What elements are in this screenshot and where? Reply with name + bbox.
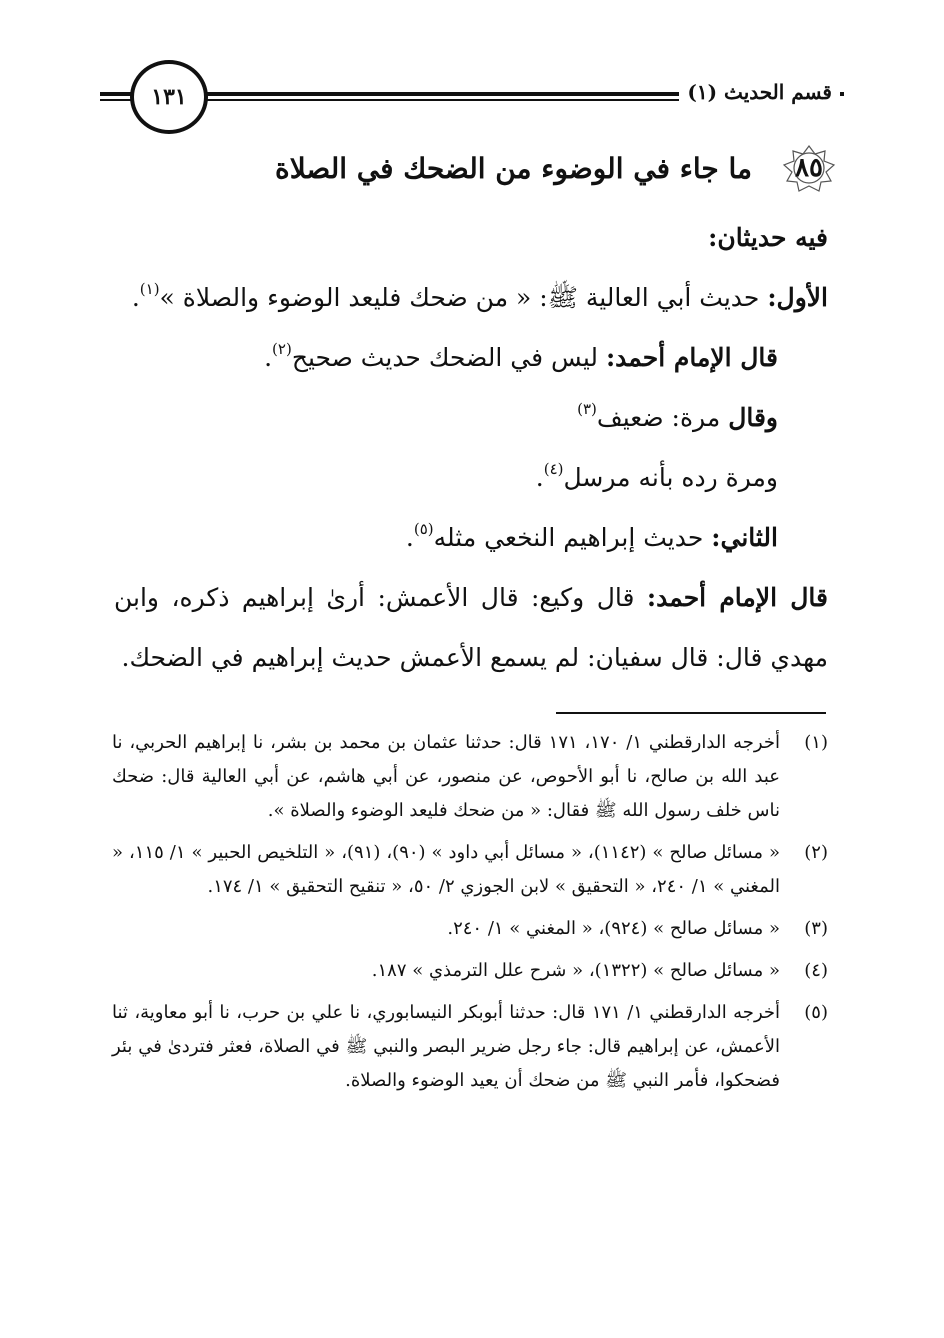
second-hadith: الثاني: حديث إبراهيم النخعي مثله$^{(٥)}$.	[405, 520, 778, 552]
footnote-text: « مسائل صالح » (١٣٢٢)، « شرح علل الترمذي » ١٨٧.	[371, 960, 780, 981]
footnotes	[112, 726, 828, 1106]
footnote-number: (٥)	[804, 1002, 828, 1023]
main-text	[114, 208, 828, 688]
footnote-ref-4: (٤)	[543, 460, 564, 478]
section-title: ما جاء في الوضوء من الضحك في الصلاة	[275, 151, 752, 185]
footnote-separator	[556, 712, 826, 714]
footnote-text: « مسائل صالح » (٩٢٤)، « المغني » ١/ ٢٤٠.	[447, 918, 780, 939]
marra-text: مرة: ضعيف	[596, 403, 729, 432]
ahmad-statement-3: ومرة رده بأنه مرسل$^{(٤)}$.	[535, 460, 778, 492]
mursal-text: ومرة رده بأنه مرسل	[563, 463, 778, 492]
footnote-number: (٣)	[804, 918, 828, 939]
footnote-ref-5: (٥)	[413, 520, 434, 538]
footnote-text: أخرجه الدارقطني ١/ ١٧١ قال: حدثنا أبوبكر النيسابوري، نا علي بن حرب، نا أبو معاوية، ثنا الأعمش، عن إبراهيم قال: جاء رجل ضرير البصر والنبي ﷺ في الصلاة، فعثر فتردىٰ في بئر فضحكوا، فأمر النبي ﷺ من ضحك أن يعيد الوضوء والصلاة.	[112, 1002, 780, 1091]
ahmad-statement-2	[114, 388, 828, 448]
footnote	[112, 726, 828, 828]
ahmad-statement-1: قال الإمام أحمد: ليس في الضحك حديث صحيح$^{(٢)}$.	[264, 340, 778, 372]
section-number: ٨٥	[795, 153, 823, 183]
footnote-number: (٢)	[804, 842, 828, 863]
ahmad1-label: قال الإمام أحمد:	[605, 343, 778, 372]
footnote-ref-2: (٢)	[272, 340, 292, 358]
second-label: الثاني:	[711, 523, 778, 552]
footnote	[112, 912, 828, 946]
first-label: الأول:	[767, 283, 828, 312]
footnote-ref-1: (١)	[139, 280, 160, 298]
footnote	[112, 836, 828, 904]
first-hadith: الأول: حديث أبي العالية ﷺ: « من ضحك فليعد الوضوء والصلاة »$^{(١)}$.	[131, 280, 828, 312]
page-number-text: ١٣١	[151, 84, 187, 110]
running-title: قسم الحديث (١)	[679, 80, 840, 104]
second-text: حديث إبراهيم النخعي مثله	[433, 523, 712, 552]
footnote-number: (٤)	[804, 960, 828, 981]
ahmad2-text: قال وكيع: قال الأعمش: أرىٰ إبراهيم ذكره، وابن مهدي قال: قال سفيان: لم يسمع الأعمش حديث إبراهيم في الضحك.	[114, 583, 828, 672]
footnote-number: (١)	[804, 732, 828, 753]
intro-line: فيه حديثان:	[708, 223, 828, 252]
footnote-text: أخرجه الدارقطني ١/ ١٧٠، ١٧١ قال: حدثنا عثمان بن محمد بن بشر، نا إبراهيم الحربي، نا عبد الله بن صالح، نا أبو الأحوص، عن منصور، عن أبي هاشم، عن أبي العالية قال: ضحك ناس خلف رسول الله ﷺ فقال: « من ضحك فليعد الوضوء والصلاة ».	[112, 732, 780, 821]
footnote-ref-3: (٣)	[577, 400, 597, 418]
footnote	[112, 954, 828, 988]
section-number-ornament	[778, 144, 840, 192]
footnote-text: « مسائل صالح » (١١٤٢)، « مسائل أبي داود » (٩٠)، (٩١)، « التلخيص الحبير » ١/ ١١٥، « المغني » ١/ ٢٤٠، « التحقيق » لابن الجوزي ٢/ ٥٠، « تنقيح التحقيق » ١/ ١٧٤.	[112, 842, 781, 897]
first-text: حديث أبي العالية ﷺ: « من ضحك فليعد الوضوء والصلاة »	[159, 283, 768, 312]
ahmad1-text: ليس في الضحك حديث صحيح	[291, 343, 606, 372]
page-number	[130, 60, 208, 134]
section-heading	[150, 144, 840, 192]
ahmad-statement-4	[114, 568, 828, 688]
footnote	[112, 996, 828, 1098]
ahmad2-label: قال الإمام أحمد:	[646, 583, 828, 612]
marra-label: وقال	[728, 403, 778, 432]
